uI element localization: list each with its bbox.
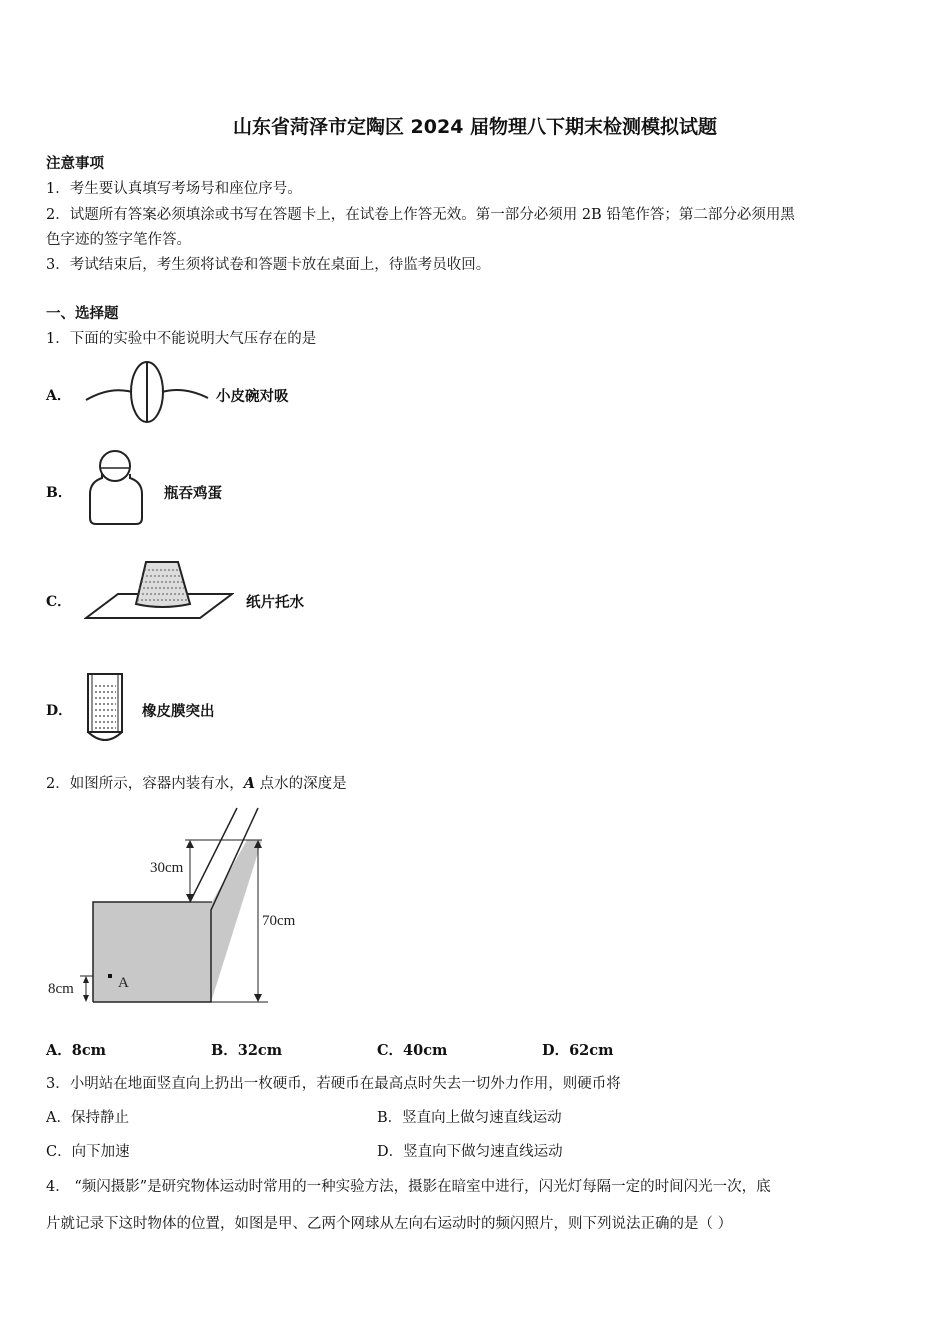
q1-option-d-caption: 橡皮膜突出: [142, 703, 215, 720]
bottle-egg-figure: [84, 446, 150, 530]
q1-option-c-caption: 纸片托水: [246, 594, 304, 611]
notice-item-2: 2．试题所有答案必须填涂或书写在答题卡上，在试卷上作答无效。第一部分必须用 2B 铅笔作答；第二部分必须用黑: [46, 207, 795, 223]
q2-stem-var: A: [243, 775, 255, 792]
notice-heading: 注意事项: [46, 155, 104, 172]
q2-option-c: C．40cm: [377, 1042, 448, 1059]
notice-item-2-cont: 色字迹的签字笔作答。: [46, 232, 191, 248]
q1-option-b-letter: B．: [46, 485, 72, 501]
q2-stem-after: 点水的深度是: [255, 776, 347, 792]
q1-option-d-letter: D．: [46, 703, 73, 719]
label-8cm: 8cm: [48, 981, 74, 997]
notice-item-3: 3．考试结束后，考生须将试卷和答题卡放在桌面上，待监考员收回。: [46, 257, 491, 273]
page-title: 山东省菏泽市定陶区 2024 届物理八下期末检测模拟试题: [232, 116, 718, 138]
label-70cm: 70cm: [262, 913, 296, 929]
q2-stem-before: 2．如图所示，容器内装有水，: [46, 776, 244, 792]
rubber-membrane-figure: [82, 670, 130, 748]
q2-option-b: B．32cm: [211, 1042, 283, 1059]
notice-item-1: 1．考生要认真填写考场号和座位序号。: [46, 181, 302, 197]
section-heading: 一、选择题: [46, 305, 119, 322]
q4-stem-line-2: 片就记录下这时物体的位置，如图是甲、乙两个网球从左向右运动时的频闪照片，则下列说法正确的是（ ）: [46, 1216, 733, 1232]
q2-stem: [46, 772, 347, 793]
paper-water-figure: [84, 556, 234, 624]
container-figure: [40, 800, 340, 1010]
q3-option-a: A．保持静止: [46, 1110, 129, 1126]
q1-stem: 1．下面的实验中不能说明大气压存在的是: [46, 331, 317, 347]
label-30cm: 30cm: [150, 860, 184, 876]
label-point-a: A: [118, 975, 129, 991]
q1-option-a-caption: 小皮碗对吸: [216, 388, 289, 405]
q1-option-c-letter: C．: [46, 594, 72, 610]
q3-stem: 3．小明站在地面竖直向上扔出一枚硬币，若硬币在最高点时失去一切外力作用，则硬币将: [46, 1076, 621, 1092]
q2-option-a: A．8cm: [46, 1042, 107, 1059]
q1-option-b-caption: 瓶吞鸡蛋: [164, 485, 222, 502]
q1-option-a-letter: A．: [46, 388, 71, 404]
q4-stem-line-1: 4． “频闪摄影”是研究物体运动时常用的一种实验方法，摄影在暗室中进行，闪光灯每隔一定的时间闪光一次，底: [46, 1179, 771, 1195]
q3-option-d: D．竖直向下做匀速直线运动: [377, 1144, 563, 1160]
q3-option-b: B．竖直向上做匀速直线运动: [377, 1110, 562, 1126]
q3-option-c: C．向下加速: [46, 1144, 130, 1160]
suction-cups-figure: [80, 358, 215, 426]
q2-option-d: D．62cm: [542, 1042, 614, 1059]
